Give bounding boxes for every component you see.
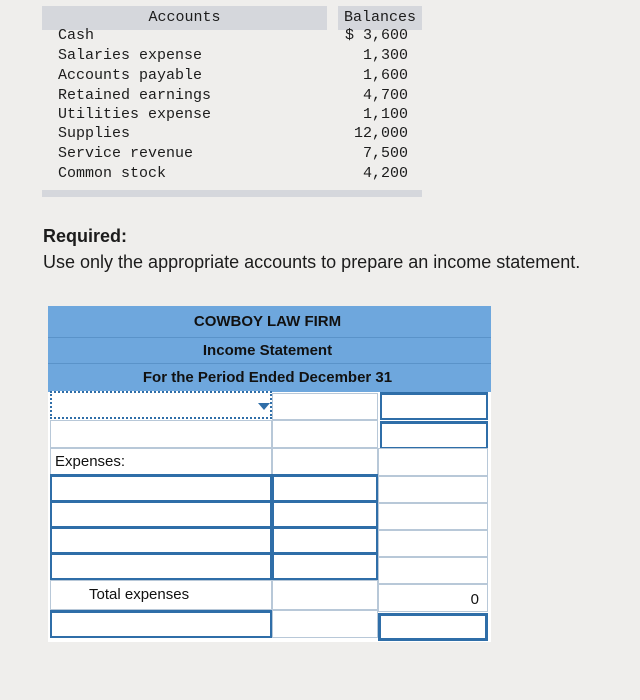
revenue-account-select[interactable]	[50, 391, 272, 419]
account-balance: 1,100	[362, 106, 408, 123]
total-expenses-value: 0	[470, 591, 479, 608]
blank-total-cell	[378, 530, 488, 557]
company-name-row	[48, 306, 491, 337]
table-footer-bar	[42, 190, 422, 197]
account-balance: $ 3,600	[344, 27, 408, 44]
expense-account-input[interactable]	[50, 526, 272, 554]
statement-title-row	[48, 337, 491, 364]
statement-period-row	[48, 363, 491, 392]
account-name: Cash	[58, 27, 95, 44]
total-expenses-label-cell	[50, 580, 272, 610]
expense-amount-input[interactable]	[272, 552, 378, 580]
revenue-amount-cell	[272, 393, 378, 420]
expenses-label: Expenses:	[55, 453, 126, 470]
accounts-table	[42, 4, 422, 198]
account-balance: 1,300	[362, 47, 408, 64]
company-name: COWBOY LAW FIRM	[193, 313, 342, 330]
expense-account-input[interactable]	[50, 474, 272, 502]
expense-amount-input[interactable]	[272, 474, 378, 502]
account-name: Supplies	[58, 125, 131, 142]
expense-account-input[interactable]	[50, 552, 272, 580]
blank-amount-cell	[272, 610, 378, 638]
expense-amount-input[interactable]	[272, 526, 378, 554]
account-name: Retained earnings	[58, 87, 212, 104]
net-income-label-input[interactable]	[50, 610, 272, 638]
account-balance: 1,600	[362, 67, 408, 84]
statement-title: Income Statement	[202, 342, 333, 359]
blank-total-cell	[378, 503, 488, 530]
total-input[interactable]	[380, 421, 488, 449]
account-row	[56, 86, 412, 106]
blank-total-cell	[378, 557, 488, 584]
account-row	[56, 66, 412, 86]
income-statement-worksheet	[48, 306, 491, 642]
account-name: Salaries expense	[58, 47, 203, 64]
required-instructions: Use only the appropriate accounts to prepare an income statement.	[43, 252, 581, 272]
blank-total-cell	[378, 476, 488, 503]
blank-row-cell	[50, 420, 272, 448]
statement-period: For the Period Ended December 31	[142, 369, 393, 386]
chevron-down-icon[interactable]	[258, 403, 270, 410]
expense-account-input[interactable]	[50, 500, 272, 528]
account-name: Service revenue	[58, 145, 194, 162]
blank-amount-cell	[272, 448, 378, 476]
account-balance: 4,700	[362, 87, 408, 104]
account-balance: 7,500	[362, 145, 408, 162]
blank-amount-cell	[272, 420, 378, 448]
required-title: Required:	[43, 226, 128, 246]
accounts-header: Accounts	[42, 6, 327, 30]
revenue-total-input[interactable]	[380, 392, 488, 420]
blank-amount-cell	[272, 580, 378, 610]
account-name: Accounts payable	[58, 67, 203, 84]
account-row	[56, 46, 412, 66]
account-name: Utilities expense	[58, 106, 212, 123]
balances-header: Balances	[338, 6, 422, 30]
total-expenses-value-cell	[378, 584, 488, 612]
expense-amount-input[interactable]	[272, 500, 378, 528]
account-row	[56, 124, 412, 144]
blank-total-cell	[378, 448, 488, 476]
account-row	[56, 105, 412, 125]
account-row	[56, 144, 412, 164]
account-balance: 12,000	[353, 125, 408, 142]
account-row	[56, 26, 412, 46]
account-row	[56, 164, 412, 184]
account-name: Common stock	[58, 165, 167, 182]
total-expenses-label: Total expenses	[89, 586, 190, 603]
expenses-label-cell	[50, 448, 272, 476]
account-balance: 4,200	[362, 165, 408, 182]
net-income-value-input[interactable]	[378, 613, 488, 641]
